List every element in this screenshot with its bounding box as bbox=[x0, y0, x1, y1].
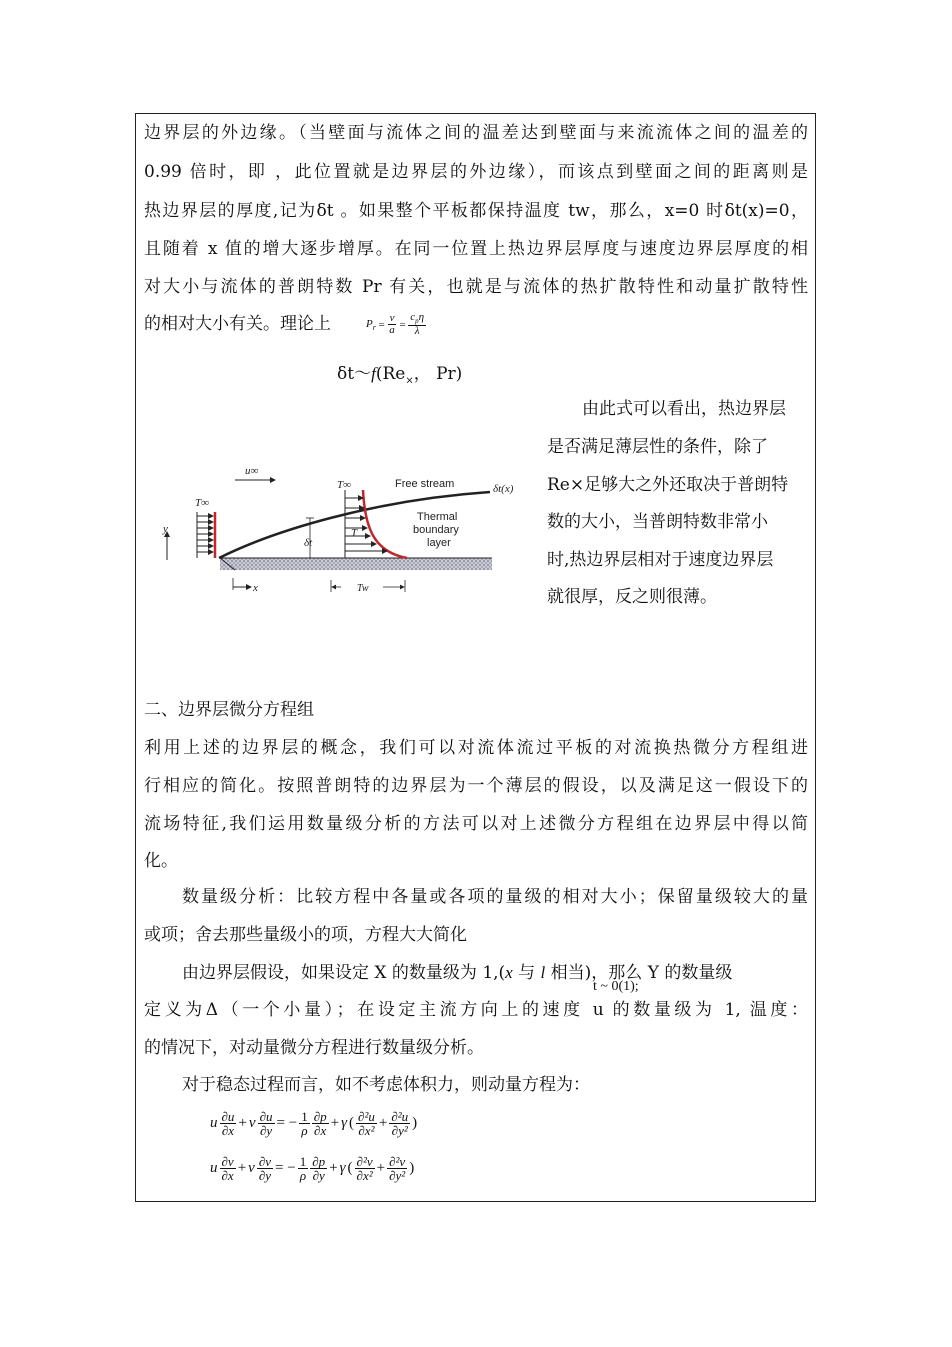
text-line: 且随着 x 值的增大逐步增厚。在同一位置上热边界层厚度与速度边界层厚度的相 bbox=[144, 239, 808, 259]
x-axis-label: x bbox=[253, 582, 258, 594]
delta-t-label: δt bbox=[304, 537, 313, 549]
text-line: 化。 bbox=[144, 851, 178, 871]
side-text-line: 由此式可以看出，热边界层 bbox=[582, 399, 786, 419]
order-note: t ~ 0(1); bbox=[593, 979, 639, 994]
u-inf-label: u∞ bbox=[245, 465, 259, 477]
t-inf-left-label: T∞ bbox=[195, 497, 209, 509]
side-text-line: 数的大小，当普朗特数非常小 bbox=[547, 512, 768, 532]
relation-formula: $\delta t\sim f(Re_\times$， Pr) bbox=[337, 364, 463, 387]
boundary-label: boundary bbox=[413, 524, 459, 536]
tw-label: Tw bbox=[357, 583, 369, 594]
prandtl-formula: $P_r$ = $\frac{\nu}{a}$ = $\frac{c_p\eta}{\lambda}$ bbox=[366, 311, 425, 338]
layer-label: layer bbox=[427, 537, 451, 549]
momentum-equation-y: u $\frac{\partial v}{\partial x}$ + v $\frac{\partial v}{\partial y}$ = − $\frac{1}{\rho}$ $\frac{\partial p}{\partial y}$ + γ ( $\frac{\text{∂²v}}{\text{∂x²}}$ + $\frac{\text{∂²v}}{\text{∂y²}}$ ) bbox=[210, 1154, 415, 1183]
fraction: $\frac{c_p\eta}{\lambda}$ bbox=[410, 311, 425, 338]
temperature-profile bbox=[363, 490, 407, 558]
side-text-line: Re×足够大之外还取决于普朗特 bbox=[547, 475, 789, 495]
t-label: T bbox=[351, 527, 358, 539]
plate bbox=[220, 558, 492, 570]
thermal-label: Thermal bbox=[417, 511, 458, 523]
text-line: 定义为Δ（一个小量）；在设定主流方向上的速度 u 的数量级为 1, 温度： bbox=[144, 1000, 808, 1020]
text-line: 热边界层的厚度,记为δt 。如果整个平板都保持温度 tw，那么，x=0 时δt(x)=0， bbox=[144, 201, 808, 221]
delta-label: δt(x) bbox=[493, 483, 514, 495]
text-line: 对于稳态过程而言，如不考虑体积力，则动量方程为： bbox=[182, 1075, 590, 1095]
thermal-boundary-layer-figure bbox=[155, 460, 525, 600]
text-line: 数量级分析：比较方程中各量或各项的量级的相对大小；保留量级较大的量 bbox=[182, 887, 808, 907]
text-line: 0.99 倍时，即 ，此位置就是边界层的外边缘），而该点到壁面之间的距离则是 bbox=[144, 162, 808, 182]
text-line: 利用上述的边界层的概念，我们可以对流体流过平板的对流换热微分方程组进 bbox=[144, 738, 808, 758]
t-inf-mid-label: T∞ bbox=[337, 479, 351, 491]
section-title: 二、边界层微分方程组 bbox=[144, 700, 314, 720]
y-axis-label: y bbox=[163, 523, 168, 535]
text-line: 流场特征,我们运用数量级分析的方法可以对上述微分方程组在边界层中得以简 bbox=[144, 814, 808, 834]
inlet-arrows bbox=[197, 516, 213, 552]
text-line: 的相对大小有关。理论上 bbox=[144, 314, 331, 334]
text-line: 边界层的外边缘。（当壁面与流体之间的温差达到壁面与来流流体之间的温差的 bbox=[144, 123, 808, 143]
pr-symbol: $P_r$ bbox=[366, 317, 376, 332]
side-text-line: 就很厚，反之则很薄。 bbox=[547, 587, 717, 607]
free-stream-label: Free stream bbox=[395, 478, 455, 490]
text-line: 的情况下，对动量微分方程进行数量级分析。 bbox=[144, 1038, 484, 1058]
text-line: 由边界层假设，如果设定 X 的数量级为 1,(x 与 l 相当)，那么 Y 的数量级 bbox=[182, 963, 733, 983]
side-text-line: 是否满足薄层性的条件，除了 bbox=[547, 437, 768, 457]
momentum-equation-x: u $\frac{\partial u}{\partial x}$ + v $\frac{\partial u}{\partial y}$ = − $\frac{1}{\rho}$ $\frac{\partial p}{\partial x}$ + γ ( $\frac{\text{∂²u}}{\text{∂x²}}$ + $\frac{\text{∂²u}}{\text{∂y²}}$ ) bbox=[210, 1109, 418, 1138]
text-line: 行相应的简化。按照普朗特的边界层为一个薄层的假设，以及满足这一假设下的 bbox=[144, 776, 808, 796]
side-text-line: 时,热边界层相对于速度边界层 bbox=[547, 550, 774, 570]
text-line: 或项；舍去那些量级小的项，方程大大简化 bbox=[144, 925, 467, 945]
text-line: 对大小与流体的普朗特数 Pr 有关，也就是与流体的热扩散特性和动量扩散特性 bbox=[144, 277, 808, 297]
fraction: $\frac{\nu}{a}$ bbox=[389, 312, 395, 337]
